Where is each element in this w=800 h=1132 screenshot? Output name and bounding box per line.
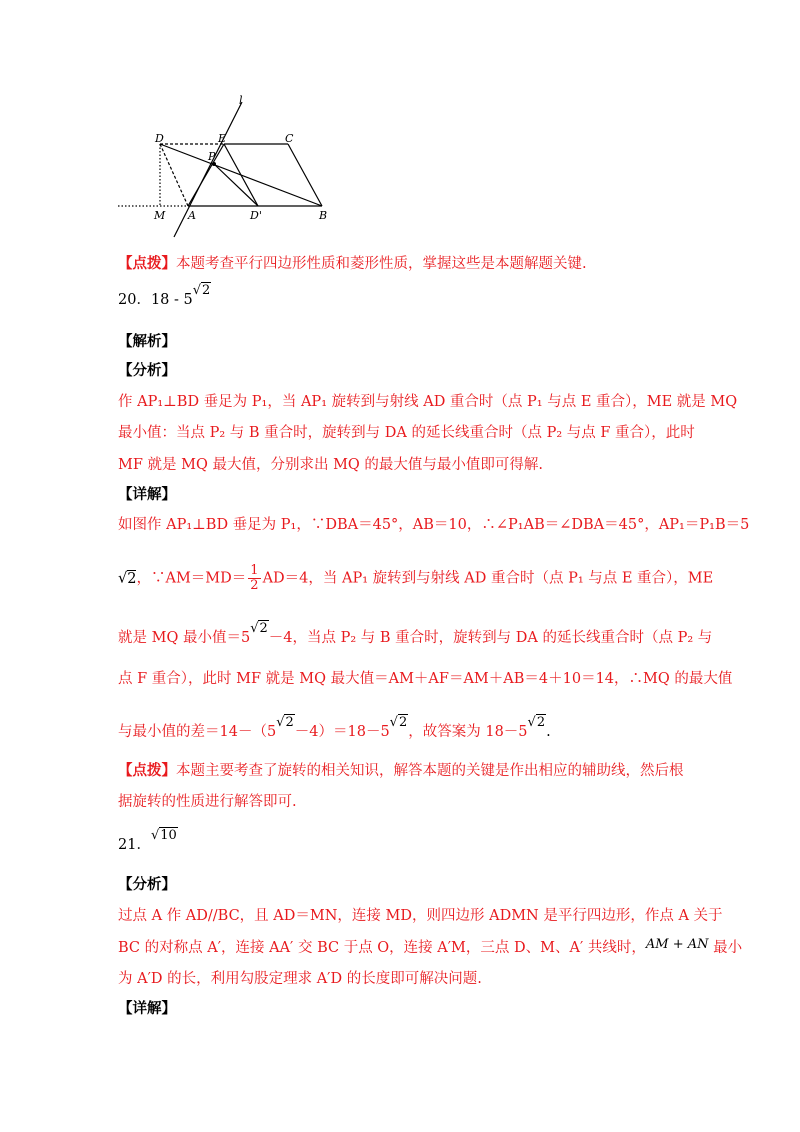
q20-detail-line-2: √2，∵AM＝MD＝ $\frac{1}{2}$ AD＝4，当 AP₁ 旋转到与射线 AD 重合时（点 P₁ 与点 E 重合），ME xyxy=(118,563,714,593)
label-B: B xyxy=(319,209,328,222)
q19-dianbo-tag: 【点拨】 xyxy=(118,255,176,272)
q20-dianbo-line-2: 据旋转的性质进行解答即可. xyxy=(118,794,297,810)
q19-dianbo xyxy=(118,254,587,274)
q20-detail-line-3: 就是 MQ 最小值＝5√2－4，当点 P₂ 与 B 重合时，旋转到与 DA 的延长线重合时（点 P₂ 与 xyxy=(118,621,713,646)
sqrt-2: √2 xyxy=(118,570,137,587)
fraction-half: $\frac{1}{2}$ xyxy=(250,563,259,593)
segment-EDp xyxy=(224,144,258,206)
q21-xiangjie-tag: 【详解】 xyxy=(118,1000,176,1017)
q20-answer xyxy=(118,283,211,311)
q21-fenxi-line-2: BC 的对称点 A′，连接 AA′ 交 BC 于点 O，连接 A′M，三点 D、M、A′ 共线时，AM + AN 最小 xyxy=(118,937,743,956)
q20-detail-line-5: 与最小值的差＝14－（5√2－4）＝18－5√2，故答案为 18－5√2. xyxy=(118,715,551,740)
q20-dianbo-line-1: 【点拨】本题主要考查了旋转的相关知识，解答本题的关键是作出相应的辅助线，然后根 xyxy=(118,762,684,779)
q20-jiexi-tag: 【解析】 xyxy=(118,333,176,350)
q20-detail-line-4: 点 F 重合），此时 MF 就是 MQ 最大值＝AM＋AF＝AM＋AB＝4＋10＝14，∴MQ 的最大值 xyxy=(118,671,733,687)
label-D: D xyxy=(155,132,164,145)
q21-fenxi-line-3: 为 A′D 的长，利用勾股定理求 A′D 的长度即可解决问题. xyxy=(118,971,482,987)
label-E: E xyxy=(218,132,227,145)
segment-PDp xyxy=(214,164,258,206)
side-CB xyxy=(288,144,322,206)
q20-fenxi-line-2: 最小值：当点 P₂ 与 B 重合时，旋转到与 DA 的延长线重合时（点 P₂ 与点 F 重合），此时 xyxy=(118,425,695,441)
q20-number: 20．18 - 5 xyxy=(118,292,193,308)
sqrt-2: √2 xyxy=(250,621,268,636)
sqrt-2: √2 xyxy=(389,715,408,730)
line-l xyxy=(174,102,242,237)
q21-fenxi-tag: 【分析】 xyxy=(118,876,176,893)
q20-sqrt: √2 xyxy=(192,283,211,298)
label-M: M xyxy=(154,209,166,222)
label-l: l xyxy=(239,94,243,107)
sqrt-2: √2 xyxy=(276,715,294,730)
q20-fenxi-tag: 【分析】 xyxy=(118,362,176,379)
q20-fenxi-line-1: 作 AP₁⊥BD 垂足为 P₁，当 AP₁ 旋转到与射线 AD 重合时（点 P₁ 与点 E 重合），ME 就是 MQ xyxy=(118,394,738,410)
q19-dianbo-text: 本题考查平行四边形性质和菱形性质，掌握这些是本题解题关键. xyxy=(176,256,587,272)
expr-am-an: AM + AN xyxy=(645,937,709,952)
geometry-figure xyxy=(112,92,342,242)
label-P: P xyxy=(208,150,216,163)
sqrt-2: √2 xyxy=(527,715,546,730)
label-C: C xyxy=(285,132,294,145)
label-A: A xyxy=(188,209,196,222)
q21-fenxi-line-1: 过点 A 作 AD//BC，且 AD＝MN，连接 MD，则四边形 ADMN 是平行四边形，作点 A 关于 xyxy=(118,908,723,924)
q21-number: 21． xyxy=(118,837,151,853)
q20-fenxi-line-3: MF 就是 MQ 最大值，分别求出 MQ 的最大值与最小值即可得解. xyxy=(118,457,544,473)
q21-answer xyxy=(118,828,178,856)
q21-sqrt: √10 xyxy=(150,828,177,843)
q20-xiangjie-tag: 【详解】 xyxy=(118,486,176,503)
q20-detail-line-1: 如图作 AP₁⊥BD 垂足为 P₁，∵DBA＝45°，AB＝10，∴∠P₁AB＝∠DBA＝45°，AP₁＝P₁B＝5 xyxy=(118,517,750,533)
label-Dp: D' xyxy=(250,209,262,222)
side-AE xyxy=(188,144,224,206)
